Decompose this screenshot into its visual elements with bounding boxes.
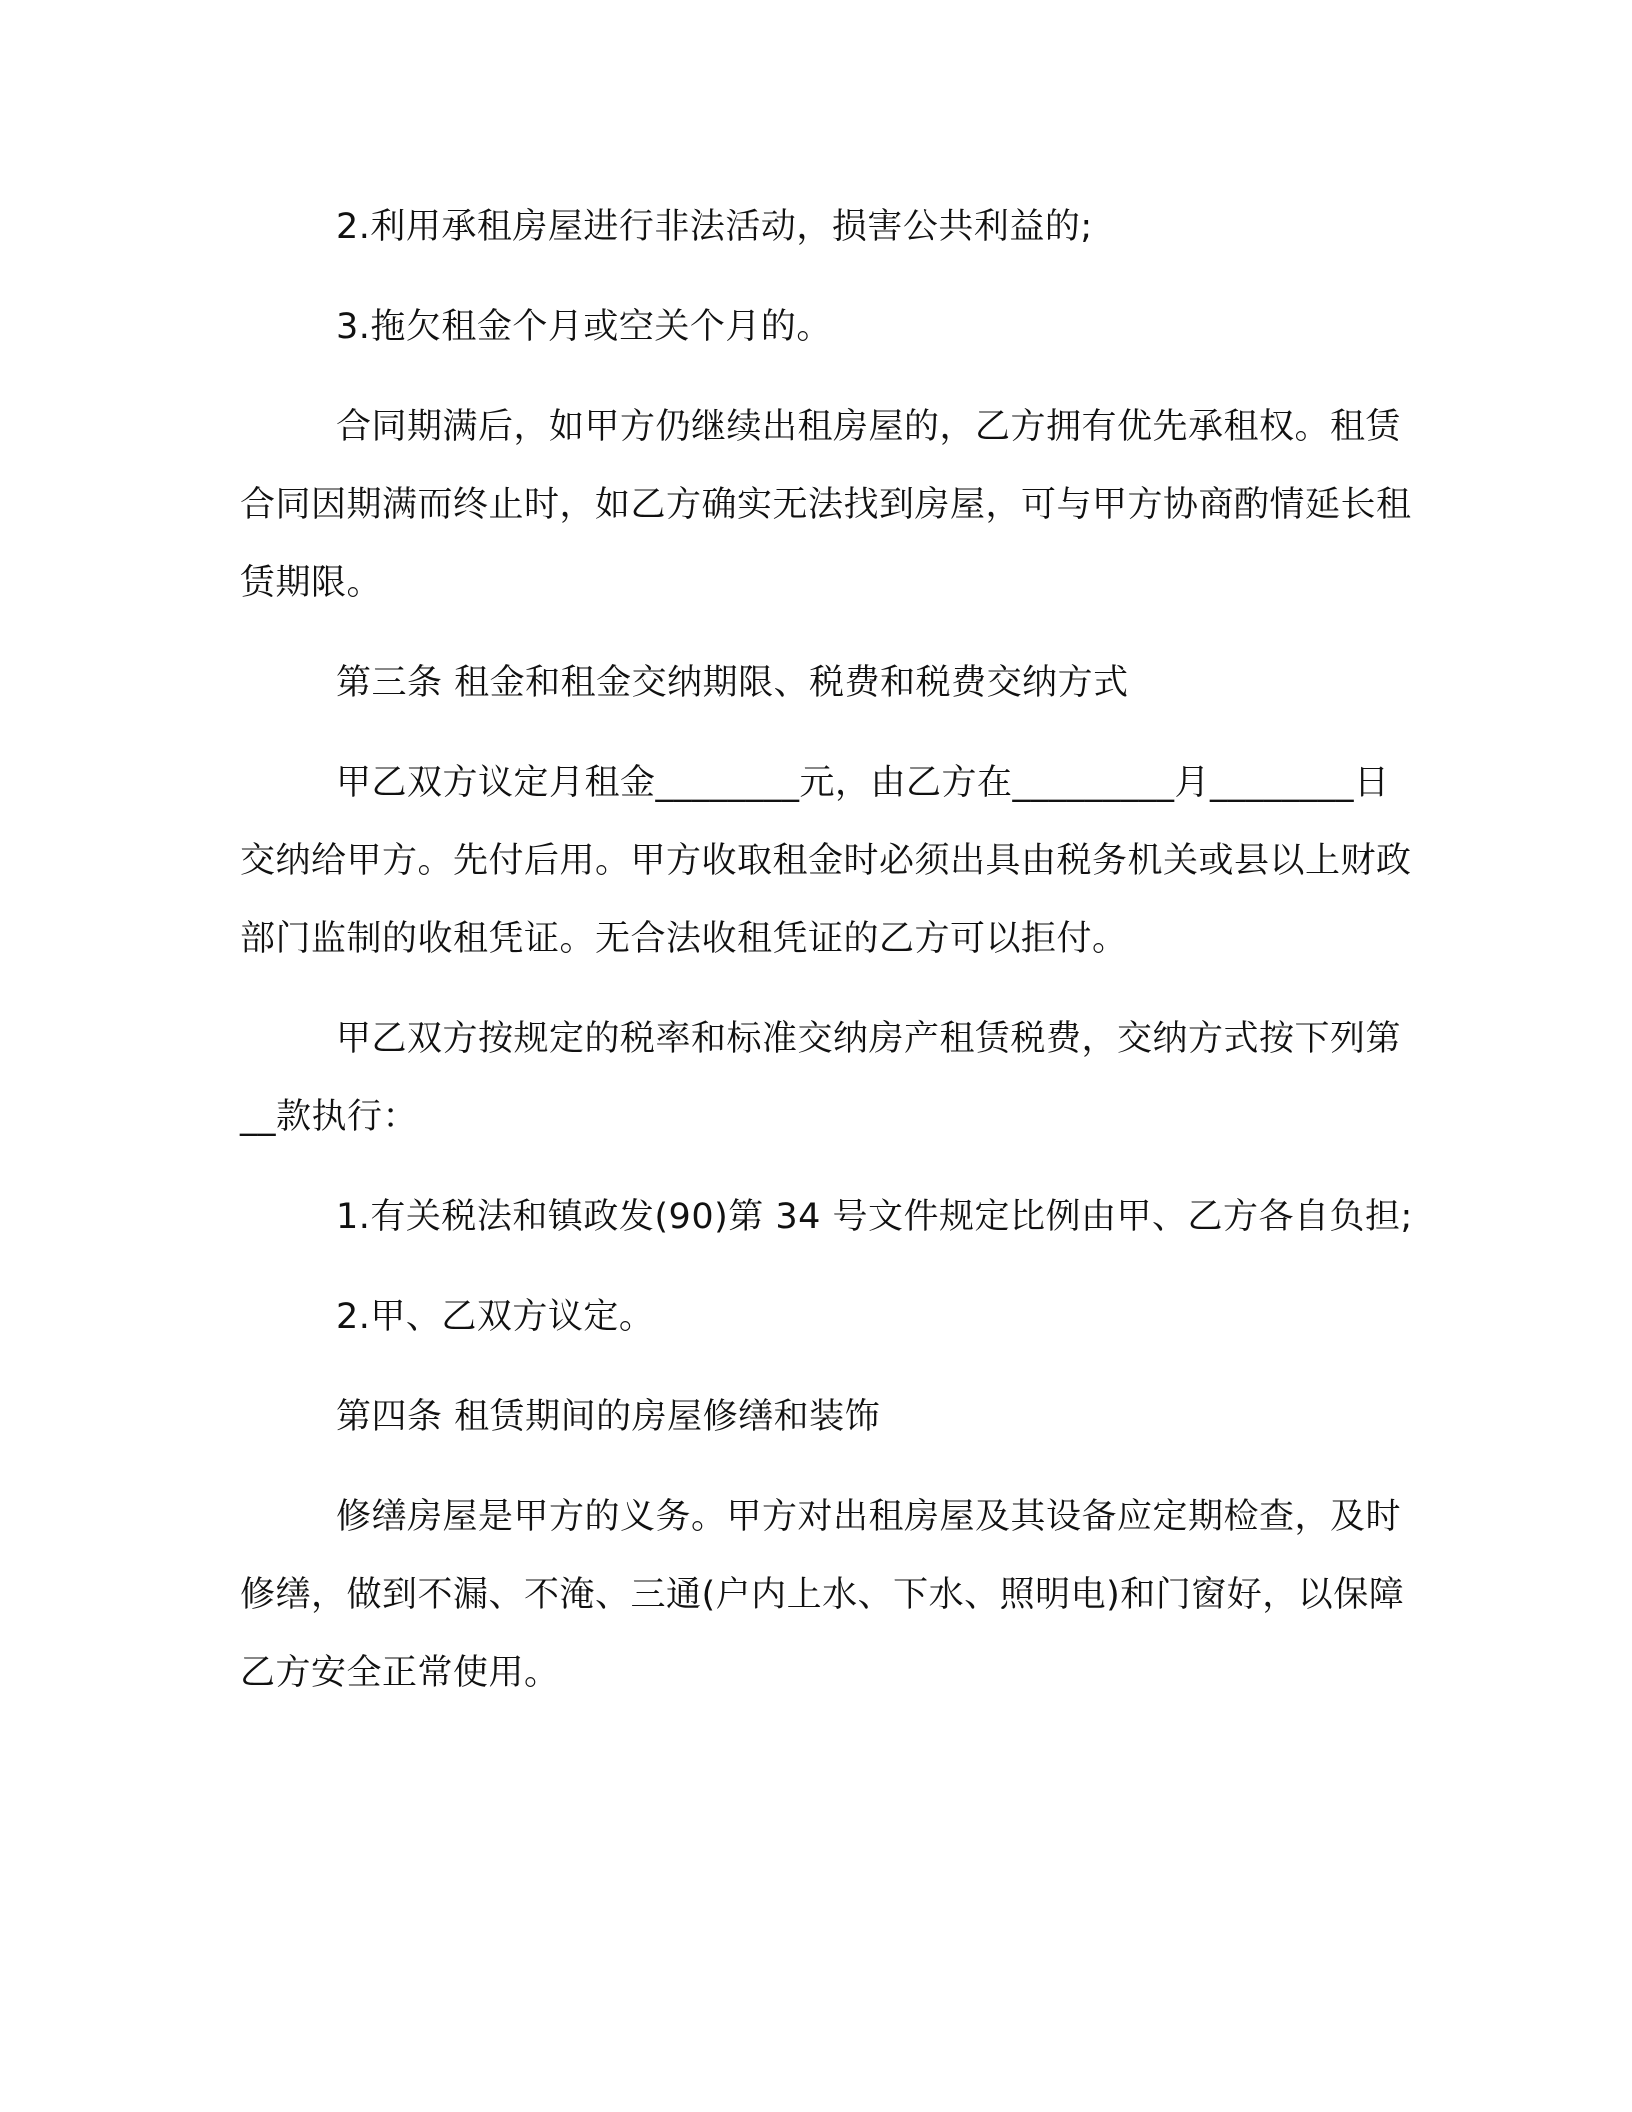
paragraph-rent-amount: 甲乙双方议定月租金________元，由乙方在_________月________日交纳给甲方。先付后用。甲方收取租金时必须出具由税务机关或县以上财政部门监制的收租凭证。无合法收租凭证的乙方可以拒付。	[240, 763, 1412, 959]
heading-article-4: 第四条 租赁期间的房屋修缮和装饰	[336, 1397, 881, 1437]
paragraph-repair-duty: 修缮房屋是甲方的义务。甲方对出租房屋及其设备应定期检查，及时修缮，做到不漏、不淹、三通(户内上水、下水、照明电)和门窗好，以保障乙方安全正常使用。	[240, 1497, 1405, 1693]
paragraph-tax-option-1: 1.有关税法和镇政发(90)第 34 号文件规定比例由甲、乙方各自负担;	[336, 1197, 1413, 1237]
heading-article-3: 第三条 租金和租金交纳期限、税费和税费交纳方式	[336, 663, 1129, 703]
document-body	[240, 188, 1415, 1712]
paragraph-clause-3: 3.拖欠租金个月或空关个月的。	[336, 307, 832, 347]
paragraph-tax-payment: 甲乙双方按规定的税率和标准交纳房产租赁税费，交纳方式按下列第__款执行：	[240, 1019, 1402, 1137]
paragraph-renewal: 合同期满后，如甲方仍继续出租房屋的，乙方拥有优先承租权。租赁合同因期满而终止时，如乙方确实无法找到房屋，可与甲方协商酌情延长租赁期限。	[240, 407, 1412, 603]
paragraph-tax-option-2: 2.甲、乙双方议定。	[336, 1297, 655, 1337]
paragraph-clause-2: 2.利用承租房屋进行非法活动，损害公共利益的;	[336, 207, 1093, 247]
